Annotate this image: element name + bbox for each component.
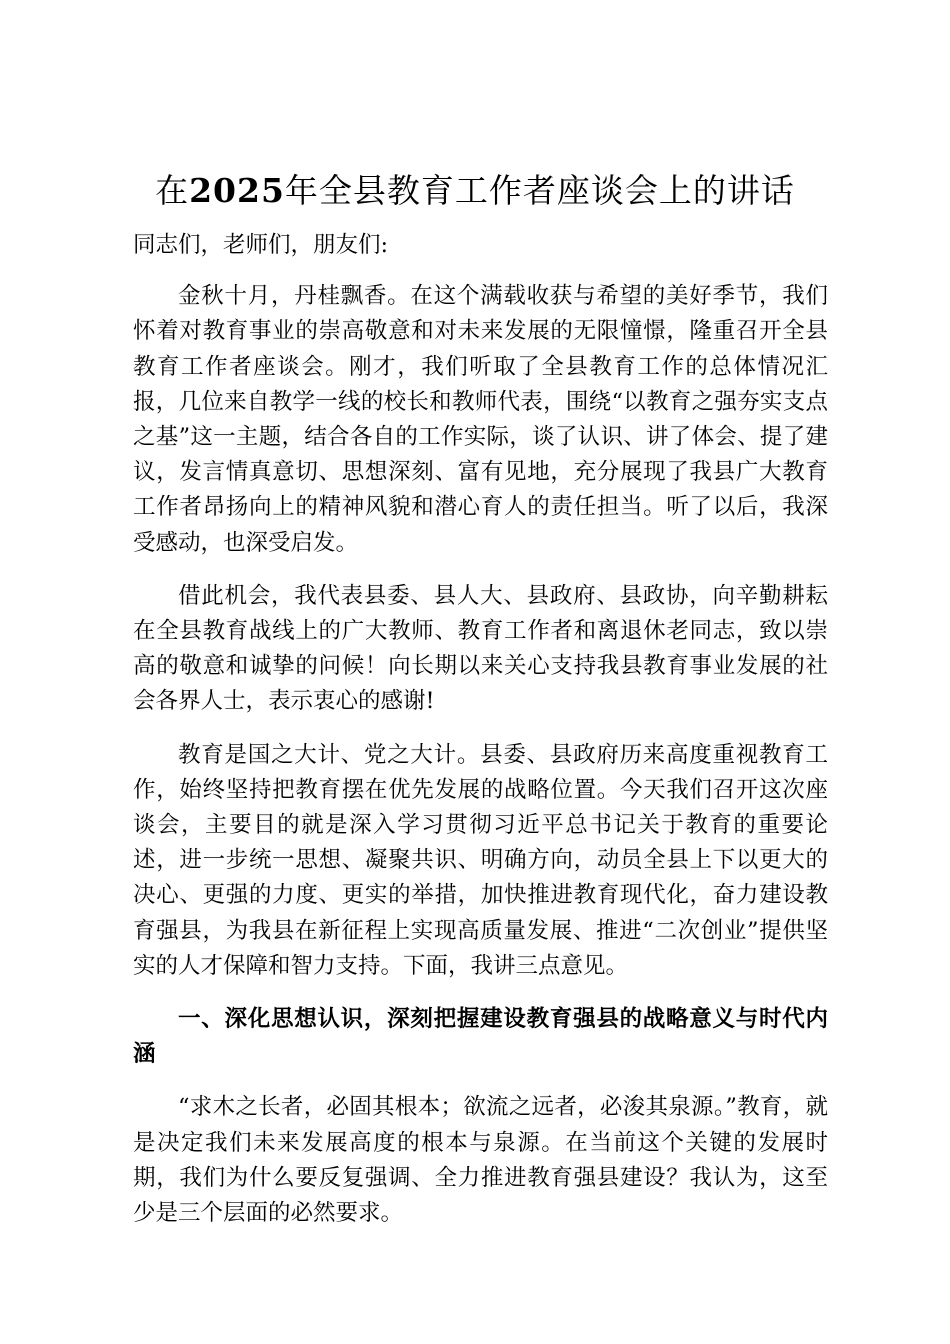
section-heading-1: 一、深化思想认识，深刻把握建设教育强县的战略意义与时代内涵 bbox=[133, 1006, 828, 1068]
title-prefix: 在 bbox=[155, 171, 190, 210]
paragraph-section-1: “求木之长者，必固其根本；欲流之远者，必浚其泉源。”教育，就是决定我们未来发展高度的根本与泉源。在当前这个关键的发展时期，我们为什么要反复强调、全力推进教育强县建设？我认为，这至少是三个层面的必然要求。 bbox=[133, 1094, 828, 1227]
salutation: 同志们，老师们，朋友们: bbox=[133, 232, 389, 258]
title-suffix: 年全县教育工作者座谈会上的讲话 bbox=[284, 171, 795, 210]
paragraph-greetings: 借此机会，我代表县委、县人大、县政府、县政协，向辛勤耕耘在全县教育战线上的广大教师、教育工作者和离退休老同志，致以崇高的敬意和诚挚的问候！向长期以来关心支持我县教育事业发展的社会各界人士，表示衷心的感谢! bbox=[133, 582, 828, 715]
paragraph-purpose: 教育是国之大计、党之大计。县委、县政府历来高度重视教育工作，始终坚持把教育摆在优先发展的战略位置。今天我们召开这次座谈会，主要目的就是深入学习贯彻习近平总书记关于教育的重要论述，进一步统一思想、凝聚共识、明确方向，动员全县上下以更大的决心、更强的力度、更实的举措，加快推进教育现代化，奋力建设教育强县，为我县在新征程上实现高质量发展、推进“二次创业”提供坚实的人才保障和智力支持。下面，我讲三点意见。 bbox=[133, 741, 828, 979]
paragraph-opening: 金秋十月，丹桂飘香。在这个满载收获与希望的美好季节，我们怀着对教育事业的崇高敬意和对未来发展的无限憧憬，隆重召开全县教育工作者座谈会。刚才，我们听取了全县教育工作的总体情况汇报，几位来自教学一线的校长和教师代表，围绕“以教育之强夯实支点之基”这一主题，结合各自的工作实际，谈了认识、讲了体会、提了建议，发言情真意切、思想深刻、富有见地，充分展现了我县广大教育工作者昂扬向上的精神风貌和潜心育人的责任担当。听了以后，我深受感动，也深受启发。 bbox=[133, 283, 828, 556]
title-year: 2025 bbox=[189, 171, 285, 210]
document-body bbox=[133, 228, 828, 1231]
document-title bbox=[80, 168, 870, 214]
